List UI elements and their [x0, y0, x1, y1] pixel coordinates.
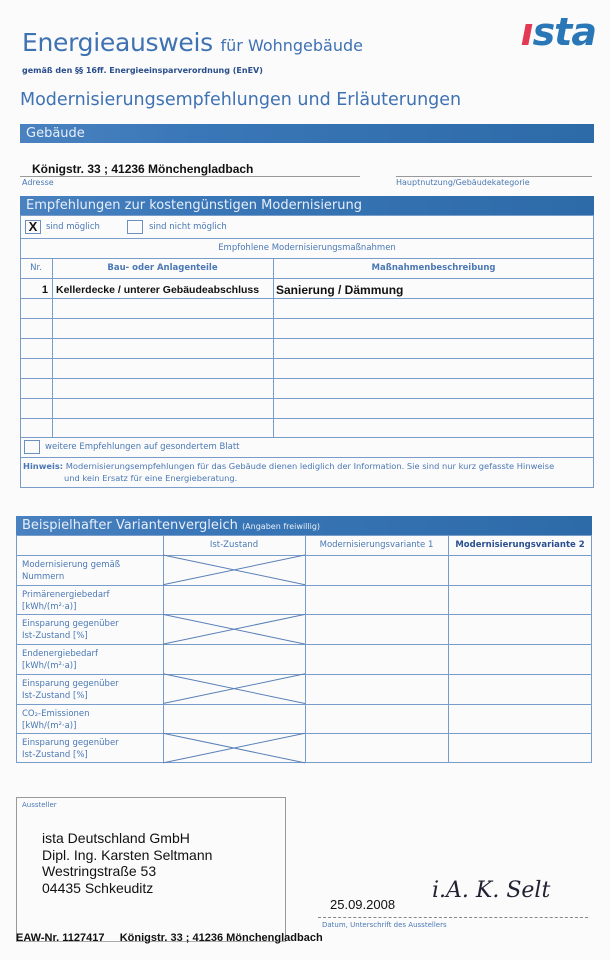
- col-nr: Nr.: [30, 263, 42, 273]
- title-main: Energieausweis: [22, 28, 213, 57]
- row-desc: Sanierung / Dämmung: [276, 283, 404, 297]
- title-suffix: für Wohngebäude: [220, 36, 363, 55]
- row-part: Kellerdecke / unterer Gebäudeabschluss: [56, 284, 260, 296]
- col-variante-1: Modernisierungsvariante 1: [319, 540, 434, 550]
- note-text-2: und kein Ersatz für eine Energieberatung.: [64, 473, 238, 483]
- vergleich-row-label: Primärenergiebedarf [kWh/(m²·a)]: [22, 589, 110, 612]
- vergleich-row-label: Einsparung gegenüber Ist-Zustand [%]: [22, 738, 119, 761]
- vergleich-row-label: Einsparung gegenüber Ist-Zustand [%]: [22, 678, 119, 701]
- section-gebaeude-header: Gebäude: [20, 124, 594, 143]
- not-possible-label: sind nicht möglich: [149, 222, 227, 232]
- issuer-text: ista Deutschland GmbH Dipl. Ing. Karsten Seltmann Westringstraße 53 04435 Schkeuditz: [42, 830, 213, 896]
- subtitle: gemäß den §§ 16ff. Energieeinsparverordnung (EnEV): [22, 66, 263, 75]
- section-empfehlungen-header: Empfehlungen zur kostengünstigen Modernisierung: [20, 196, 594, 215]
- vergleich-title: Beispielhafter Variantenvergleich: [22, 518, 238, 533]
- vergleich-row-label: Endenergiebedarf [kWh/(m²·a)]: [22, 649, 99, 672]
- signature-line: [318, 917, 588, 918]
- address-field: Königstr. 33 ; 41236 Mönchengladbach: [20, 162, 360, 177]
- ista-logo: ısta: [520, 10, 596, 54]
- possible-checkbox[interactable]: X: [25, 220, 41, 234]
- vergleich-row-label: CO₂-Emissionen [kWh/(m²·a)]: [22, 708, 90, 731]
- issue-date: 25.09.2008: [330, 897, 396, 912]
- vergleich-row-label: Modernisierung gemäß Nummern: [22, 560, 121, 582]
- issuer-label: Aussteller: [22, 801, 57, 809]
- possible-label: sind möglich: [46, 222, 100, 232]
- note-text: Modernisierungsempfehlungen für das Gebäude dienen lediglich der Information. Sie sind nur kurz gefasste Hinweise: [65, 461, 555, 471]
- measures-table-title: Empfohlene Modernisierungsmaßnahmen: [218, 243, 396, 253]
- vergleich-row-label: Einsparung gegenüber Ist-Zustand [%]: [22, 619, 119, 642]
- category-label: Hauptnutzung/Gebäudekategorie: [396, 178, 530, 187]
- note-label: Hinweis:: [23, 461, 64, 471]
- page-title: Modernisierungsempfehlungen und Erläuterungen: [20, 90, 462, 110]
- row-nr: 1: [41, 284, 48, 296]
- col-desc: Maßnahmenbeschreibung: [371, 263, 496, 273]
- vergleich-note: (Angaben freiwillig): [242, 522, 321, 531]
- footer: [16, 932, 323, 944]
- col-part: Bau- oder Anlagenteile: [107, 263, 218, 273]
- col-variante-2: Modernisierungsvariante 2: [455, 540, 585, 550]
- eaw-number: EAW-Nr. 1127417: [16, 932, 105, 944]
- address-label: Adresse: [22, 178, 54, 187]
- footer-address: Königstr. 33 ; 41236 Mönchengladbach: [119, 932, 323, 944]
- signature: i.A. K. Selt: [432, 878, 551, 903]
- more-label: weitere Empfehlungen auf gesondertem Blatt: [45, 442, 240, 452]
- col-ist: Ist-Zustand: [209, 540, 259, 550]
- signature-label: Datum, Unterschrift des Ausstellers: [322, 921, 447, 929]
